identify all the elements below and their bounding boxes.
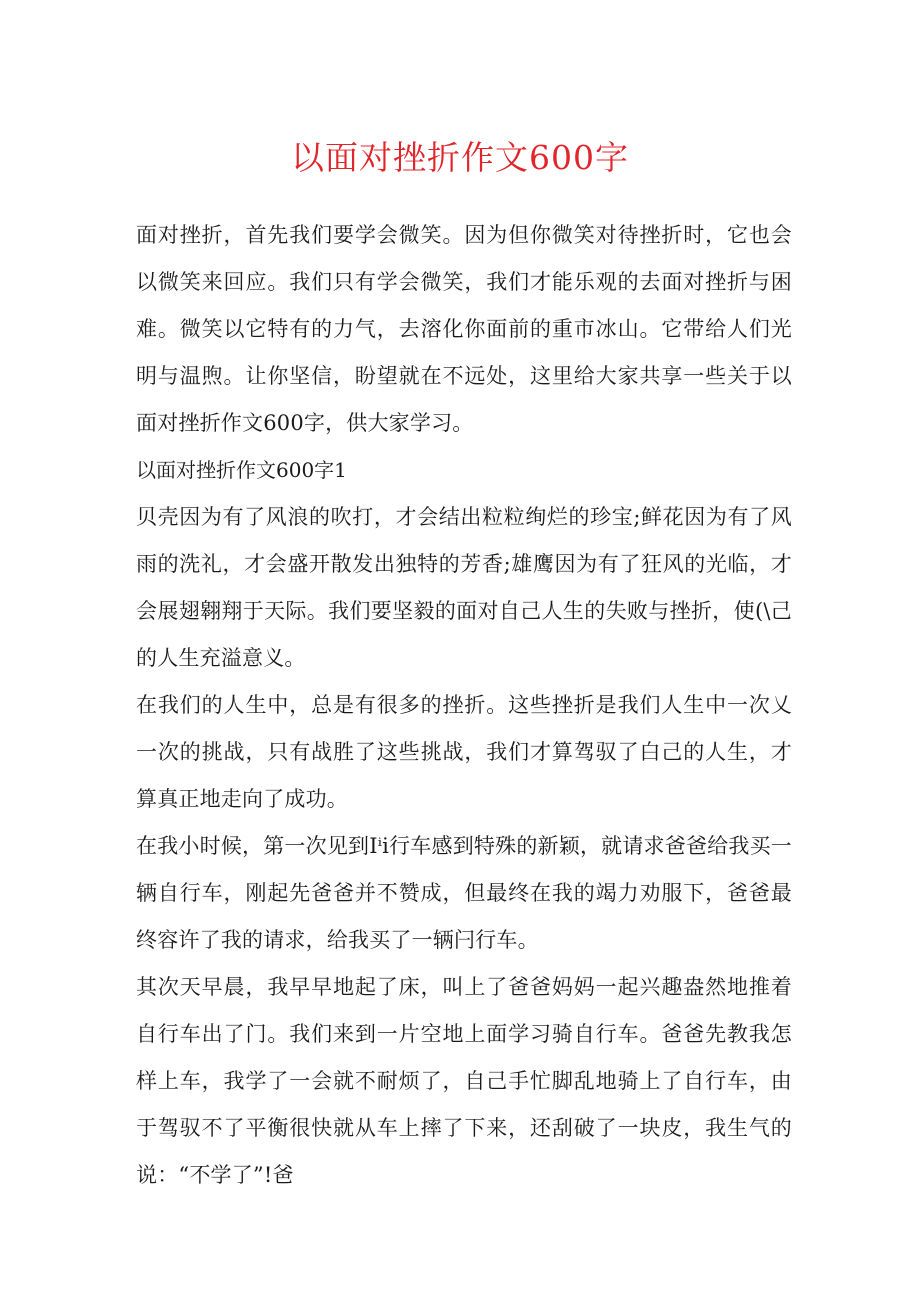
paragraph: 其次天早晨，我早早地起了床，叫上了爸爸妈妈一起兴趣盎然地推着自行车出了门。我们来到一片空地上面学习骑自行车。爸爸先教我怎样上车，我学了一会就不耐烦了，自己手忙脚乱地骑上了自行车，由于驾驭不了平衡很快就从车上摔了下来，还刮破了一块皮，我生气的说：“不学了”!爸 xyxy=(136,975,792,1187)
paragraph-intro: 面对挫折，首先我们要学会微笑。因为但你微笑对待挫折时，它也会以微笑来回应。我们只有学会微笑，我们才能乐观的去面对挫折与困难。微笑以它特有的力气，去溶化你面前的重市冰山。它带给人们光明与温煦。让你坚信，盼望就在不远处，这里给大家共享一些关于以面对挫折作文600字，供大家学习。 xyxy=(136,223,792,435)
document-body xyxy=(136,212,792,1199)
paragraph: 在我们的人生中，总是有很多的挫折。这些挫折是我们人生中一次乂一次的挑战，只有战胜了这些挑战，我们才算驾驭了白己的人生，才算真正地走向了成功。 xyxy=(136,693,792,811)
paragraph: 在我小时候，第一次见到Iⁱi行车感到特殊的新颖，就请求爸爸给我买一辆自行车，刚起先爸爸并不赞成，但最终在我的竭力劝服下，爸爸最终容许了我的请求，给我买了一辆闩行车。 xyxy=(136,834,792,952)
section-heading: 以面对挫折作文600字1 xyxy=(136,458,347,482)
document-title: 以面对挫折作文600字 xyxy=(291,138,629,177)
paragraph: 贝壳因为有了风浪的吹打，才会结出粒粒绚烂的珍宝;鲜花因为有了风雨的洗礼，才会盛开散发出独特的芳香;雄鹰因为有了狂风的光临，才会展翅翱翔于天际。我们要坚毅的面对自己人生的失败与挫折，使(\己的人生充溢意义。 xyxy=(136,505,792,670)
